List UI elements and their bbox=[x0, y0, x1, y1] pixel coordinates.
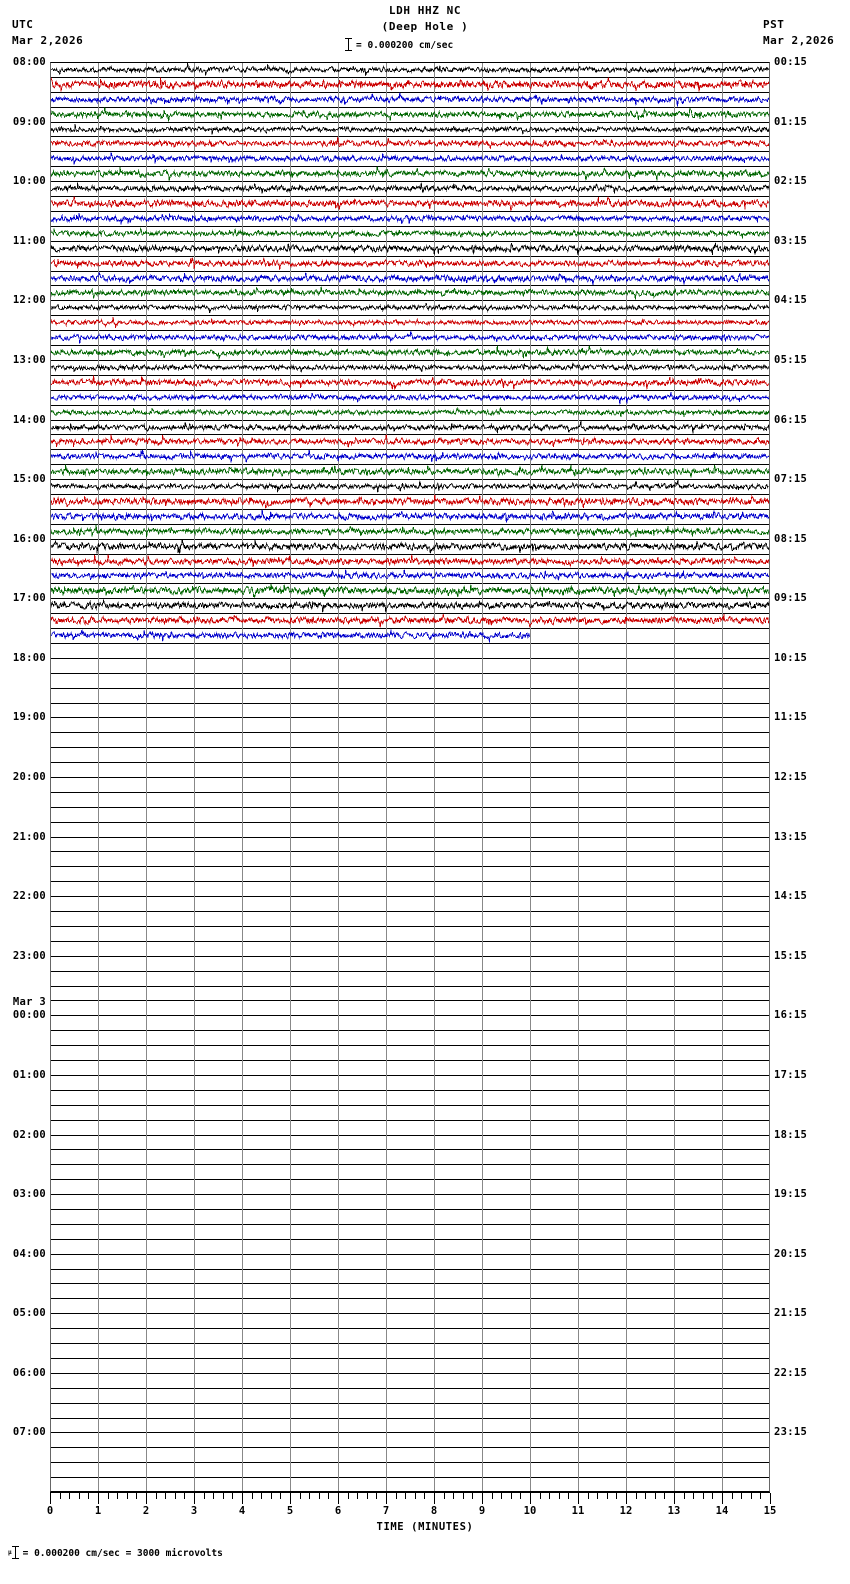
scale-bar-icon bbox=[345, 38, 352, 51]
x-axis-tick-label: 12 bbox=[619, 1505, 633, 1517]
x-axis-minor-tick bbox=[760, 1493, 761, 1499]
x-axis-minor-tick bbox=[501, 1493, 502, 1499]
x-axis-minor-tick bbox=[511, 1493, 512, 1499]
utc-hour-label: 22:00 bbox=[12, 890, 46, 903]
x-axis-minor-tick bbox=[655, 1493, 656, 1499]
utc-hour-label: 07:00 bbox=[12, 1426, 46, 1439]
utc-hour-label: 00:00 bbox=[12, 1009, 46, 1022]
x-axis-minor-tick bbox=[232, 1493, 233, 1499]
x-axis-minor-tick bbox=[732, 1493, 733, 1499]
x-axis-minor-tick bbox=[175, 1493, 176, 1499]
x-axis-minor-tick bbox=[703, 1493, 704, 1499]
x-axis-minor-tick bbox=[357, 1493, 358, 1499]
x-axis-minor-tick bbox=[684, 1493, 685, 1499]
x-axis-minor-tick bbox=[79, 1493, 80, 1499]
pst-hour-label: 00:15 bbox=[774, 56, 808, 68]
utc-hour-label: 15:00 bbox=[12, 473, 46, 486]
scale-bar-label: = 0.000200 cm/sec bbox=[356, 40, 454, 51]
x-axis-tick-label: 2 bbox=[142, 1505, 150, 1517]
header-utc-date: Mar 2,2026 bbox=[12, 34, 84, 47]
x-axis-minor-tick bbox=[156, 1493, 157, 1499]
x-axis-minor-tick bbox=[597, 1493, 598, 1499]
pst-hour-label: 06:15 bbox=[774, 413, 808, 426]
utc-hour-label: 06:00 bbox=[12, 1366, 46, 1379]
x-axis-tick-label: 9 bbox=[478, 1505, 486, 1517]
x-axis-tick-label: 3 bbox=[190, 1505, 198, 1517]
x-axis-minor-tick bbox=[348, 1493, 349, 1499]
x-axis-minor-tick bbox=[693, 1493, 694, 1499]
x-axis-major-tick bbox=[578, 1493, 579, 1504]
x-axis-minor-tick bbox=[252, 1493, 253, 1499]
x-axis-minor-tick bbox=[520, 1493, 521, 1499]
x-axis-minor-tick bbox=[540, 1493, 541, 1499]
x-axis-major-tick bbox=[626, 1493, 627, 1504]
x-axis-minor-tick bbox=[444, 1493, 445, 1499]
x-axis-minor-tick bbox=[136, 1493, 137, 1499]
x-axis-minor-tick bbox=[261, 1493, 262, 1499]
x-axis-minor-tick bbox=[568, 1493, 569, 1499]
footer-scale-bar-icon bbox=[12, 1546, 19, 1559]
x-axis-major-tick bbox=[146, 1493, 147, 1504]
x-axis-major-tick bbox=[50, 1493, 51, 1504]
header-pst-timezone-label: PST bbox=[763, 18, 785, 31]
x-axis-tick-label: 8 bbox=[430, 1505, 438, 1517]
header-pst-date: Mar 2,2026 bbox=[763, 34, 835, 47]
x-axis-minor-tick bbox=[165, 1493, 166, 1499]
pst-hour-label: 23:15 bbox=[774, 1426, 808, 1439]
x-axis-major-tick bbox=[674, 1493, 675, 1504]
utc-hour-label: 08:00 bbox=[12, 56, 46, 68]
pst-hour-label: 03:15 bbox=[774, 234, 808, 247]
x-axis-minor-tick bbox=[60, 1493, 61, 1499]
x-axis-minor-tick bbox=[223, 1493, 224, 1499]
pst-hour-label: 04:15 bbox=[774, 294, 808, 307]
pst-hour-label: 18:15 bbox=[774, 1128, 808, 1141]
pst-hour-label: 09:15 bbox=[774, 592, 808, 605]
pst-hour-label: 02:15 bbox=[774, 175, 808, 188]
utc-hour-label: 04:00 bbox=[12, 1247, 46, 1260]
x-axis-minor-tick bbox=[588, 1493, 589, 1499]
x-axis-major-tick bbox=[98, 1493, 99, 1504]
x-axis-major-tick bbox=[386, 1493, 387, 1504]
x-axis-minor-tick bbox=[424, 1493, 425, 1499]
utc-hour-label: 05:00 bbox=[12, 1307, 46, 1320]
x-axis-major-tick bbox=[482, 1493, 483, 1504]
footer-micro-glyph: µ bbox=[8, 1549, 12, 1556]
x-axis-tick-label: 11 bbox=[571, 1505, 585, 1517]
utc-hour-label: 12:00 bbox=[12, 294, 46, 307]
x-axis-minor-tick bbox=[376, 1493, 377, 1499]
x-axis-minor-tick bbox=[492, 1493, 493, 1499]
pst-hour-label: 11:15 bbox=[774, 711, 808, 724]
utc-hour-label: 01:00 bbox=[12, 1068, 46, 1081]
utc-hour-label: 03:00 bbox=[12, 1188, 46, 1201]
page-title-station: LDH HHZ NC bbox=[388, 4, 462, 17]
x-axis-minor-tick bbox=[127, 1493, 128, 1499]
x-axis-minor-tick bbox=[751, 1493, 752, 1499]
pst-hour-label: 22:15 bbox=[774, 1366, 808, 1379]
header-utc-timezone-label: UTC bbox=[12, 18, 34, 31]
pst-hour-label: 01:15 bbox=[774, 115, 808, 128]
utc-hour-label: 13:00 bbox=[12, 353, 46, 366]
x-axis-tick-label: 10 bbox=[523, 1505, 537, 1517]
pst-hour-label: 17:15 bbox=[774, 1068, 808, 1081]
x-axis-minor-tick bbox=[607, 1493, 608, 1499]
x-axis-title: TIME (MINUTES) bbox=[376, 1521, 474, 1533]
footer-scale-note bbox=[8, 1546, 223, 1559]
utc-hour-label: 02:00 bbox=[12, 1128, 46, 1141]
x-axis-minor-tick bbox=[453, 1493, 454, 1499]
pst-hour-label: 14:15 bbox=[774, 890, 808, 903]
x-axis-major-tick bbox=[434, 1493, 435, 1504]
utc-day-change-label: Mar 3 bbox=[12, 996, 46, 1009]
x-axis-major-tick bbox=[194, 1493, 195, 1504]
x-axis-tick-label: 0 bbox=[46, 1505, 54, 1517]
x-axis-minor-tick bbox=[405, 1493, 406, 1499]
pst-hour-label: 12:15 bbox=[774, 771, 808, 783]
pst-time-axis-labels bbox=[774, 0, 850, 1584]
x-axis-minor-tick bbox=[300, 1493, 301, 1499]
x-axis-minor-tick bbox=[463, 1493, 464, 1499]
utc-hour-label: 19:00 bbox=[12, 711, 46, 724]
utc-time-axis-labels bbox=[0, 0, 46, 1584]
utc-hour-label: 21:00 bbox=[12, 830, 46, 843]
x-axis-minor-tick bbox=[88, 1493, 89, 1499]
utc-hour-label: 16:00 bbox=[12, 532, 46, 545]
x-axis-minor-tick bbox=[184, 1493, 185, 1499]
pst-hour-label: 19:15 bbox=[774, 1188, 808, 1201]
x-axis-minor-tick bbox=[645, 1493, 646, 1499]
x-axis-tick-label: 4 bbox=[238, 1505, 246, 1517]
x-axis-minor-tick bbox=[396, 1493, 397, 1499]
pst-hour-label: 20:15 bbox=[774, 1247, 808, 1260]
x-axis-major-tick bbox=[242, 1493, 243, 1504]
x-axis-minor-tick bbox=[616, 1493, 617, 1499]
plot-frame-border bbox=[50, 62, 770, 1492]
pst-hour-label: 16:15 bbox=[774, 1009, 808, 1022]
x-axis-minor-tick bbox=[472, 1493, 473, 1499]
x-axis-minor-tick bbox=[69, 1493, 70, 1499]
pst-hour-label: 21:15 bbox=[774, 1307, 808, 1320]
pst-hour-label: 15:15 bbox=[774, 949, 808, 962]
pst-hour-label: 08:15 bbox=[774, 532, 808, 545]
x-axis-minor-tick bbox=[559, 1493, 560, 1499]
x-axis-minor-tick bbox=[319, 1493, 320, 1499]
utc-hour-label: 11:00 bbox=[12, 234, 46, 247]
x-axis-minor-tick bbox=[280, 1493, 281, 1499]
pst-hour-label: 10:15 bbox=[774, 651, 808, 664]
x-axis-major-tick bbox=[722, 1493, 723, 1504]
x-axis-minor-tick bbox=[204, 1493, 205, 1499]
x-axis-minor-tick bbox=[367, 1493, 368, 1499]
x-axis-line bbox=[50, 1492, 770, 1493]
x-axis-major-tick bbox=[530, 1493, 531, 1504]
utc-hour-label: 14:00 bbox=[12, 413, 46, 426]
x-axis-tick-label: 13 bbox=[667, 1505, 681, 1517]
x-axis-minor-tick bbox=[108, 1493, 109, 1499]
x-axis-minor-tick bbox=[549, 1493, 550, 1499]
x-axis-minor-tick bbox=[117, 1493, 118, 1499]
x-axis-minor-tick bbox=[213, 1493, 214, 1499]
pst-hour-label: 07:15 bbox=[774, 473, 808, 486]
x-axis-minor-tick bbox=[309, 1493, 310, 1499]
x-axis-minor-tick bbox=[415, 1493, 416, 1499]
utc-hour-label: 18:00 bbox=[12, 651, 46, 664]
utc-hour-label: 23:00 bbox=[12, 949, 46, 962]
x-axis-minor-tick bbox=[712, 1493, 713, 1499]
page-subtitle-site: (Deep Hole ) bbox=[381, 20, 469, 33]
x-axis-minor-tick bbox=[271, 1493, 272, 1499]
x-axis-minor-tick bbox=[664, 1493, 665, 1499]
x-axis-tick-label: 14 bbox=[715, 1505, 729, 1517]
x-axis-tick-label: 5 bbox=[286, 1505, 294, 1517]
x-axis-major-tick bbox=[338, 1493, 339, 1504]
x-axis-minor-tick bbox=[328, 1493, 329, 1499]
scale-bar-legend bbox=[345, 38, 453, 51]
x-axis-minor-tick bbox=[636, 1493, 637, 1499]
x-axis-tick-label: 6 bbox=[334, 1505, 342, 1517]
x-axis-major-tick bbox=[290, 1493, 291, 1504]
footer-scale-text: = 0.000200 cm/sec = 3000 microvolts bbox=[22, 1548, 223, 1559]
x-axis-tick-label: 1 bbox=[94, 1505, 102, 1517]
x-axis-tick-label: 7 bbox=[382, 1505, 390, 1517]
x-axis-minor-tick bbox=[741, 1493, 742, 1499]
utc-hour-label: 09:00 bbox=[12, 115, 46, 128]
x-axis-tick-label: 15 bbox=[763, 1505, 777, 1517]
utc-hour-label: 10:00 bbox=[12, 175, 46, 188]
pst-hour-label: 13:15 bbox=[774, 830, 808, 843]
utc-hour-label: 20:00 bbox=[12, 771, 46, 783]
x-axis-major-tick bbox=[770, 1493, 771, 1504]
utc-hour-label: 17:00 bbox=[12, 592, 46, 605]
pst-hour-label: 05:15 bbox=[774, 353, 808, 366]
